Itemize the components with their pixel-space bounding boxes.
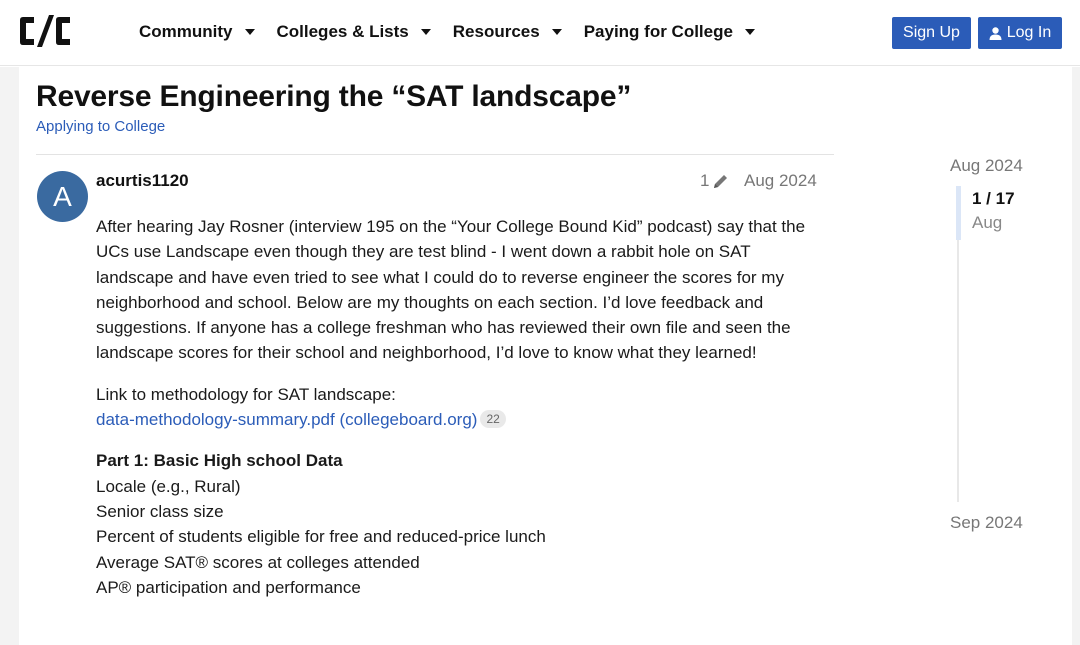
post-paragraph: After hearing Jay Rosner (interview 195 on the “Your College Bound Kid” podcast) say that the UCs use Landscape even though they are test blind - I went down a rabbit hole on SAT landscape and have even tried to see what I could do to reverse engineer the scores for my neighborhood and school. Below are my thoughts on each section. I’d love feedback and suggestions. If anyone has a college freshman who has reviewed their own file and seen the landscape scores for their school and neighborhood, I’d love to know what they learned! bbox=[96, 217, 806, 363]
chevron-down-icon bbox=[245, 29, 255, 35]
chevron-down-icon bbox=[421, 29, 431, 35]
category-link[interactable]: Applying to College bbox=[36, 118, 166, 135]
nav-resources[interactable] bbox=[453, 20, 562, 44]
main-nav bbox=[139, 20, 777, 44]
post-body bbox=[96, 214, 831, 616]
nav-label: Community bbox=[139, 22, 233, 41]
nav-community[interactable] bbox=[139, 20, 255, 44]
sign-up-button[interactable] bbox=[892, 17, 971, 49]
part1-heading: Part 1: Basic High school Data bbox=[96, 451, 343, 471]
link-click-count: 22 bbox=[480, 410, 505, 428]
list-item: Average SAT® scores at colleges attended bbox=[96, 552, 420, 572]
post-username[interactable]: acurtis1120 bbox=[96, 171, 189, 190]
list-item: Senior class size bbox=[96, 501, 224, 521]
log-in-button[interactable] bbox=[978, 17, 1062, 49]
site-logo[interactable] bbox=[18, 14, 72, 48]
sign-up-label: Sign Up bbox=[903, 24, 960, 41]
site-header bbox=[0, 0, 1080, 66]
timeline-start-date[interactable]: Aug 2024 bbox=[950, 156, 1023, 175]
timeline-end-date[interactable]: Sep 2024 bbox=[950, 513, 1023, 532]
nav-paying-for-college[interactable] bbox=[584, 20, 755, 44]
page-title: Reverse Engineering the “SAT landscape” bbox=[36, 80, 632, 113]
list-item: AP® participation and performance bbox=[96, 577, 361, 597]
nav-label: Paying for College bbox=[583, 22, 733, 41]
post-link-paragraph bbox=[96, 382, 831, 433]
page-gutter-left bbox=[0, 67, 19, 645]
nav-label: Colleges & Lists bbox=[276, 22, 409, 41]
list-item: Locale (e.g., Rural) bbox=[96, 476, 241, 496]
timeline-handle[interactable] bbox=[956, 186, 961, 240]
list-item: Percent of students eligible for free and reduced-price lunch bbox=[96, 527, 546, 547]
pencil-icon bbox=[712, 173, 729, 190]
avatar[interactable] bbox=[37, 171, 88, 222]
timeline-current-month: Aug bbox=[972, 213, 1003, 232]
timeline-position: 1 / 17 bbox=[972, 189, 1015, 208]
user-icon bbox=[989, 27, 1002, 40]
part1-section bbox=[96, 448, 831, 600]
avatar-letter: A bbox=[53, 180, 72, 212]
methodology-link[interactable]: data-methodology-summary.pdf (collegeboard.org) bbox=[96, 410, 478, 430]
nav-colleges-lists[interactable] bbox=[277, 20, 431, 44]
post-date[interactable]: Aug 2024 bbox=[744, 171, 817, 190]
page-gutter-right bbox=[1072, 67, 1080, 645]
title-divider bbox=[36, 154, 834, 155]
link-intro: Link to methodology for SAT landscape: bbox=[96, 384, 396, 404]
edit-history[interactable] bbox=[700, 171, 729, 191]
log-in-label: Log In bbox=[1006, 24, 1052, 41]
chevron-down-icon bbox=[745, 29, 755, 35]
chevron-down-icon bbox=[552, 29, 562, 35]
edit-count: 1 bbox=[700, 171, 710, 190]
nav-label: Resources bbox=[452, 22, 540, 41]
